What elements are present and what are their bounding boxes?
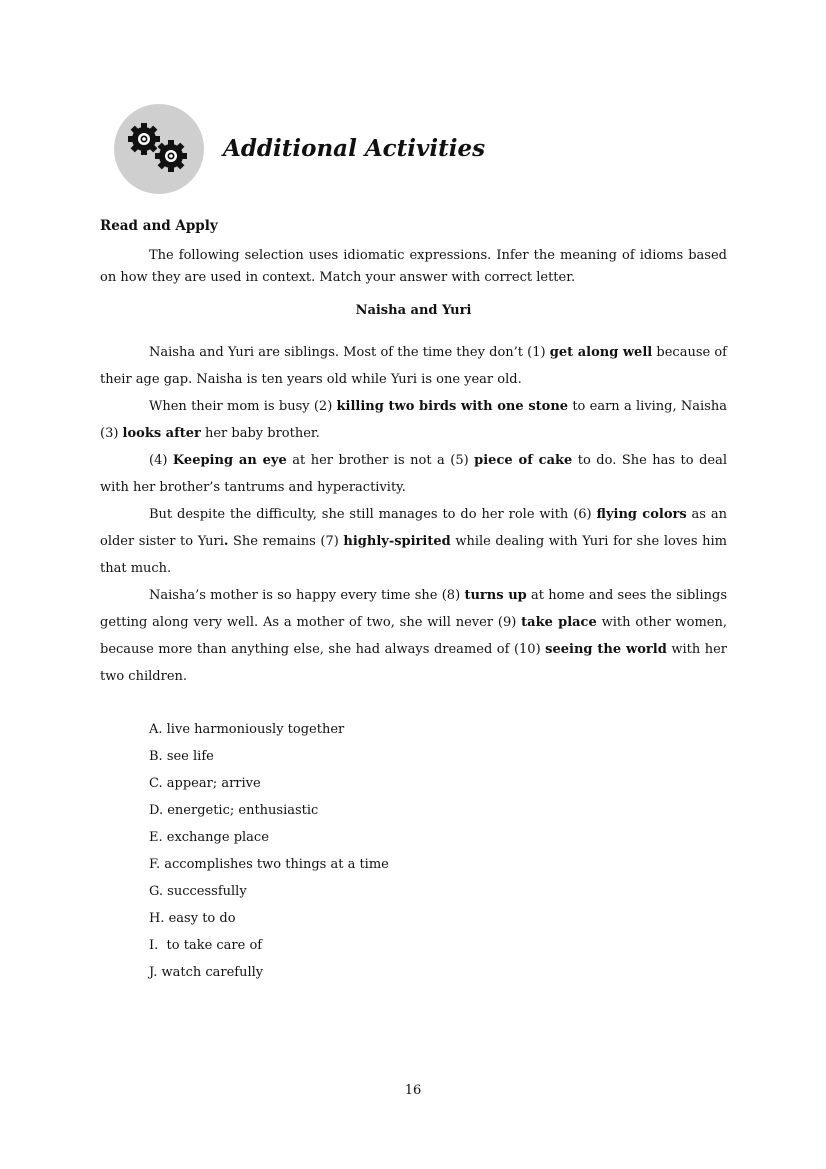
paragraph-text: at her brother is not a (5) <box>286 453 475 468</box>
story-body <box>100 339 727 690</box>
paragraph-text: to do. She has to deal with her brother’s tantrums and hyperactivity. <box>100 453 728 495</box>
answer-choice: G. successfully <box>149 884 247 899</box>
page-number: 16 <box>404 1083 422 1098</box>
paragraph-text: as an older sister to Yuri <box>100 507 727 549</box>
story-paragraph <box>100 582 727 690</box>
answer-choice: A. live harmoniously together <box>149 722 345 737</box>
paragraph-text: Naisha’s mother is so happy every time she (8) <box>149 588 465 603</box>
idiom-text: get along well <box>549 345 653 360</box>
answer-choice: H. easy to do <box>149 911 236 926</box>
story-paragraph <box>100 393 727 447</box>
paragraph-text: because of their age gap. Naisha is ten years old while Yuri is one year old. <box>100 345 727 387</box>
idiom-text: highly-spirited <box>343 534 451 549</box>
idiom-text: looks after <box>122 426 201 441</box>
paragraph-text: to earn a living, Naisha (3) <box>100 399 727 441</box>
paragraph-text: with other women, because more than anything else, she had always dreamed of (10) <box>100 615 727 657</box>
paragraph-text: But despite the difficulty, she still manages to do her role with (6) <box>149 507 597 522</box>
idiom-text: turns up <box>464 588 527 603</box>
idiom-text: seeing the world <box>545 642 667 657</box>
paragraph-text: (4) <box>149 453 173 468</box>
instructions: The following selection uses idiomatic expressions. Infer the meaning of idioms based on how they are used in context. Match your answer with correct letter. <box>100 248 727 285</box>
idiom-text: Keeping an eye <box>172 453 287 468</box>
idiom-text: flying colors <box>596 507 687 522</box>
paragraph-text: her baby brother. <box>200 426 320 441</box>
paragraph-text: She remains (7) <box>228 534 344 549</box>
answer-choices <box>149 716 389 986</box>
answer-choice: C. appear; arrive <box>149 776 261 791</box>
story-paragraph <box>100 339 727 393</box>
answer-choice: J. watch carefully <box>149 965 264 980</box>
idiom-text: take place <box>521 615 597 630</box>
paragraph-text: Naisha and Yuri are siblings. Most of the time they don’t (1) <box>149 345 550 360</box>
story-paragraph <box>100 501 727 582</box>
answer-choice: E. exchange place <box>149 830 269 845</box>
paragraph-text: with her two children. <box>100 642 727 684</box>
story-title: Naisha and Yuri <box>355 303 472 318</box>
idiom-text: piece of cake <box>474 453 573 468</box>
idiom-text: . <box>223 534 229 549</box>
gears-icon <box>114 104 204 194</box>
answer-choice: B. see life <box>149 749 214 764</box>
answer-choice: I. to take care of <box>149 938 263 953</box>
paragraph-text: When their mom is busy (2) <box>149 399 337 414</box>
idiom-text: killing two birds with one stone <box>336 399 569 414</box>
answer-choice: F. accomplishes two things at a time <box>149 857 389 872</box>
page-title: Additional Activities <box>223 135 486 162</box>
section-heading: Read and Apply <box>100 218 218 234</box>
story-paragraph <box>100 447 727 501</box>
answer-choice: D. energetic; enthusiastic <box>149 803 319 818</box>
paragraph-text: at home and sees the siblings getting along very well. As a mother of two, she will never (9) <box>100 588 727 630</box>
paragraph-text: while dealing with Yuri for she loves him that much. <box>100 534 727 576</box>
